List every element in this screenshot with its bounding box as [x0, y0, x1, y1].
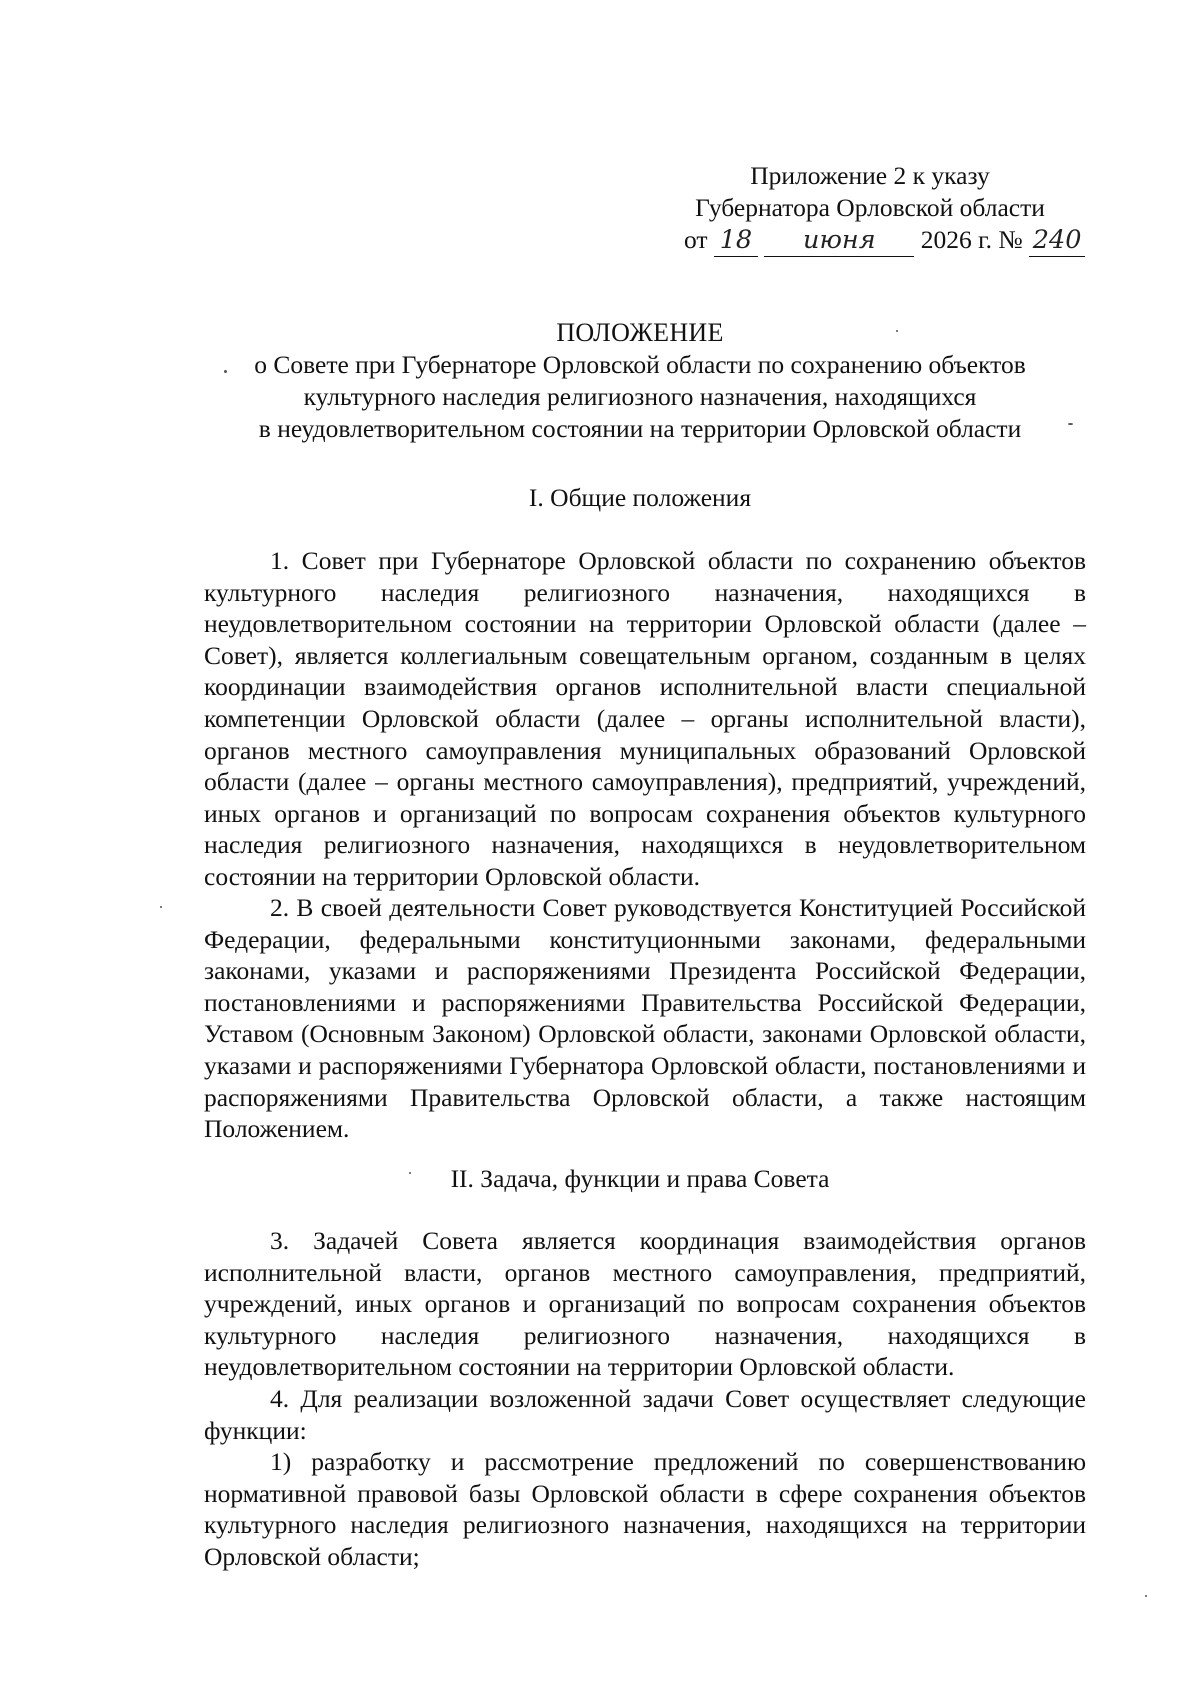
paragraph-3: 3. Задачей Совета является координация взаимодействия органов исполнительной власти, органов местного самоуправления, предприятий, учреждений, иных органов и организаций по вопросам сохранения объектов культурного наследия религиозного назначения, находящихся в неудовлетворительном состоянии на территории Орловской области.: [204, 1226, 1086, 1382]
paragraph-5: 1) разработку и рассмотрение предложений по совершенствованию нормативной правовой базы Орловской области в сфере сохранения объектов культурного наследия религиозного назначения, находящихся на территории Орловской области;: [204, 1447, 1086, 1571]
appendix-line-2: Губернатора Орловской области: [695, 193, 1045, 222]
date-prefix: от: [684, 225, 708, 254]
paragraph-1: 1. Совет при Губернаторе Орловской области по сохранению объектов культурного наследия религиозного назначения, находящихся в неудовлетворительном состоянии на территории Орловской области (далее – Совет), является коллегиальным совещательным органом, созданным в целях координации взаимодействия органов исполнительной власти специальной компетенции Орловской области (далее – органы исполнительной власти), органов местного самоуправления муниципальных образований Орловской области (далее – органы местного самоуправления), предприятий, учреждений, иных органов и организаций по вопросам сохранения объектов культурного наследия религиозного назначения, находящихся в неудовлетворительном состоянии на территории Орловской области.: [204, 546, 1086, 891]
appendix-date-line: [660, 224, 1080, 257]
handwritten-day: 18: [714, 224, 758, 257]
handwritten-number: 240: [1029, 224, 1085, 257]
document-title: ПОЛОЖЕНИЕ: [556, 318, 724, 347]
date-year: 2026 г. №: [920, 225, 1023, 254]
title-line-1: о Совете при Губернаторе Орловской области по сохранению объектов: [254, 350, 1026, 379]
section-1-heading: I. Общие положения: [528, 483, 752, 512]
paragraph-4: 4. Для реализации возложенной задачи Совет осуществляет следующие функции:: [204, 1384, 1086, 1445]
title-line-3: в неудовлетворительном состоянии на территории Орловской области: [258, 414, 1022, 443]
paragraph-2: 2. В своей деятельности Совет руководствуется Конституцией Российской Федерации, федеральными конституционными законами, федеральными законами, указами и распоряжениями Президента Российской Федерации, постановлениями и распоряжениями Правительства Российской Федерации, Уставом (Основным Законом) Орловской области, законами Орловской области, указами и распоряжениями Губернатора Орловской области, постановлениями и распоряжениями Правительства Орловской области, а также настоящим Положением.: [204, 893, 1086, 1144]
document-title-block: [180, 317, 1100, 445]
appendix-header: [660, 160, 1080, 257]
section-2-heading: II. Задача, функции и права Совета: [450, 1164, 830, 1193]
title-line-2: культурного наследия религиозного назначения, находящихся: [303, 382, 977, 411]
appendix-line-1: Приложение 2 к указу: [750, 161, 990, 190]
handwritten-month: июня: [764, 224, 914, 257]
